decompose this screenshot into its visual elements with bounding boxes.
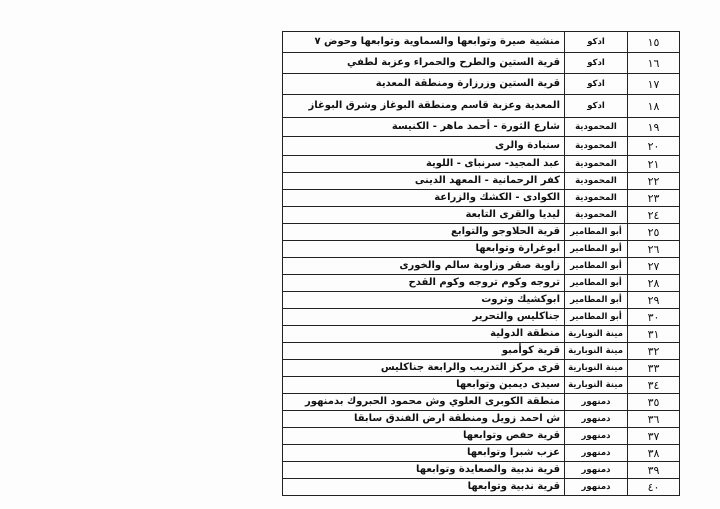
row-number-cell: ١٨: [628, 95, 680, 118]
table-row: [283, 118, 680, 137]
area-name-cell: سيدى ديمين وتوابعها: [283, 377, 565, 394]
center-name-cell: المحمودية: [565, 190, 628, 207]
row-number-cell: ٢٦: [628, 241, 680, 258]
area-name-cell: ش احمد زويل ومنطقة ارض الفندق سابقا: [283, 411, 565, 428]
table-row: [283, 224, 680, 241]
table-row: [283, 137, 680, 156]
center-name-cell: أبو المطامير: [565, 241, 628, 258]
row-number-cell: ٢٠: [628, 137, 680, 156]
table-row: [283, 74, 680, 95]
row-number-cell: ٣٠: [628, 309, 680, 326]
area-name-cell: منطقة الدولية: [283, 326, 565, 343]
center-name-cell: مينة النوبارية: [565, 343, 628, 360]
row-number-cell: ٣٣: [628, 360, 680, 377]
table-row: [283, 275, 680, 292]
row-number-cell: ٣٦: [628, 411, 680, 428]
table-row: [283, 241, 680, 258]
area-name-cell: قرية كوأمبو: [283, 343, 565, 360]
center-name-cell: أبو المطامير: [565, 292, 628, 309]
row-number-cell: ٣٥: [628, 394, 680, 411]
area-name-cell: قرى مركز التدريب والرابعة جناكليس: [283, 360, 565, 377]
area-name-cell: قرية ندبية وتوابعها: [283, 479, 565, 496]
center-name-cell: المحمودية: [565, 173, 628, 190]
table-body: [283, 32, 680, 496]
area-name-cell: قرية الستين وزرزارة ومنطقة المعدية: [283, 74, 565, 95]
table-row: [283, 53, 680, 74]
center-name-cell: مينة النوبارية: [565, 360, 628, 377]
table-row: [283, 394, 680, 411]
row-number-cell: ٣١: [628, 326, 680, 343]
table-row: [283, 377, 680, 394]
table-row: [283, 95, 680, 118]
row-number-cell: ٣٨: [628, 445, 680, 462]
center-name-cell: ادكو: [565, 95, 628, 118]
table-row: [283, 173, 680, 190]
center-name-cell: دمنهور: [565, 394, 628, 411]
row-number-cell: ٢٧: [628, 258, 680, 275]
row-number-cell: ٣٩: [628, 462, 680, 479]
center-name-cell: المحمودية: [565, 118, 628, 137]
center-name-cell: دمنهور: [565, 428, 628, 445]
row-number-cell: ٢٩: [628, 292, 680, 309]
row-number-cell: ٣٧: [628, 428, 680, 445]
area-name-cell: عبد المجيد- سرنباى - اللوية: [283, 156, 565, 173]
row-number-cell: ٣٢: [628, 343, 680, 360]
area-name-cell: جناكليس والتحرير: [283, 309, 565, 326]
center-name-cell: ادكو: [565, 53, 628, 74]
table-row: [283, 411, 680, 428]
area-name-cell: قرية الحلاوجو والتوابع: [283, 224, 565, 241]
area-name-cell: الكوادى - الكشك والزراعة: [283, 190, 565, 207]
table-row: [283, 258, 680, 275]
center-name-cell: المحمودية: [565, 207, 628, 224]
row-number-cell: ٢٢: [628, 173, 680, 190]
area-name-cell: عزب شبرا وتوابعها: [283, 445, 565, 462]
table-row: [283, 462, 680, 479]
table-row: [283, 32, 680, 53]
center-name-cell: مينة النوبارية: [565, 326, 628, 343]
area-name-cell: زاوية صقر وزاوية سالم والخورى: [283, 258, 565, 275]
area-name-cell: تروجه وكوم تروجه وكوم القدح: [283, 275, 565, 292]
center-name-cell: أبو المطامير: [565, 258, 628, 275]
area-name-cell: المعدية وعزبة قاسم ومنطقة البوغاز وشرق البوغاز: [283, 95, 565, 118]
center-name-cell: ادكو: [565, 32, 628, 53]
row-number-cell: ١٩: [628, 118, 680, 137]
center-name-cell: دمنهور: [565, 411, 628, 428]
table-row: [283, 156, 680, 173]
center-name-cell: أبو المطامير: [565, 309, 628, 326]
center-name-cell: أبو المطامير: [565, 275, 628, 292]
table-row: [283, 445, 680, 462]
center-name-cell: المحمودية: [565, 137, 628, 156]
row-number-cell: ٢١: [628, 156, 680, 173]
table-row: [283, 360, 680, 377]
table-row: [283, 326, 680, 343]
table-row: [283, 190, 680, 207]
table-row: [283, 479, 680, 496]
row-number-cell: ٢٤: [628, 207, 680, 224]
row-number-cell: ٢٥: [628, 224, 680, 241]
area-name-cell: سنبادة والرى: [283, 137, 565, 156]
row-number-cell: ١٥: [628, 32, 680, 53]
row-number-cell: ١٦: [628, 53, 680, 74]
area-name-cell: قرية حفص وتوابعها: [283, 428, 565, 445]
center-name-cell: دمنهور: [565, 462, 628, 479]
center-name-cell: ادكو: [565, 74, 628, 95]
table-row: [283, 207, 680, 224]
row-number-cell: ٢٣: [628, 190, 680, 207]
table-row: [283, 309, 680, 326]
row-number-cell: ٣٤: [628, 377, 680, 394]
area-name-cell: شارع الثورة - أحمد ماهر - الكنيسة: [283, 118, 565, 137]
area-name-cell: ليديا والقرى التابعة: [283, 207, 565, 224]
center-name-cell: دمنهور: [565, 479, 628, 496]
table-row: [283, 428, 680, 445]
row-number-cell: ٤٠: [628, 479, 680, 496]
center-name-cell: المحمودية: [565, 156, 628, 173]
area-name-cell: منشية صيرة وتوابعها والسماوية وتوابعها وحوض ٧: [283, 32, 565, 53]
table-row: [283, 292, 680, 309]
area-name-cell: قرية ندبية والصعايدة وتوابعها: [283, 462, 565, 479]
power-cut-areas-table: [282, 31, 680, 496]
row-number-cell: ١٧: [628, 74, 680, 95]
area-name-cell: كفر الرحمانية - المعهد الدينى: [283, 173, 565, 190]
table-row: [283, 343, 680, 360]
area-name-cell: منطقة الكوبرى العلوي وش محمود الحبروك بدمنهور: [283, 394, 565, 411]
center-name-cell: أبو المطامير: [565, 224, 628, 241]
area-name-cell: ابوغرارة وتوابعها: [283, 241, 565, 258]
center-name-cell: مينة النوبارية: [565, 377, 628, 394]
area-name-cell: ابوكشيك وتروت: [283, 292, 565, 309]
center-name-cell: دمنهور: [565, 445, 628, 462]
area-name-cell: قرية الستين والطرح والحمراء وعزبة لطفي: [283, 53, 565, 74]
row-number-cell: ٢٨: [628, 275, 680, 292]
